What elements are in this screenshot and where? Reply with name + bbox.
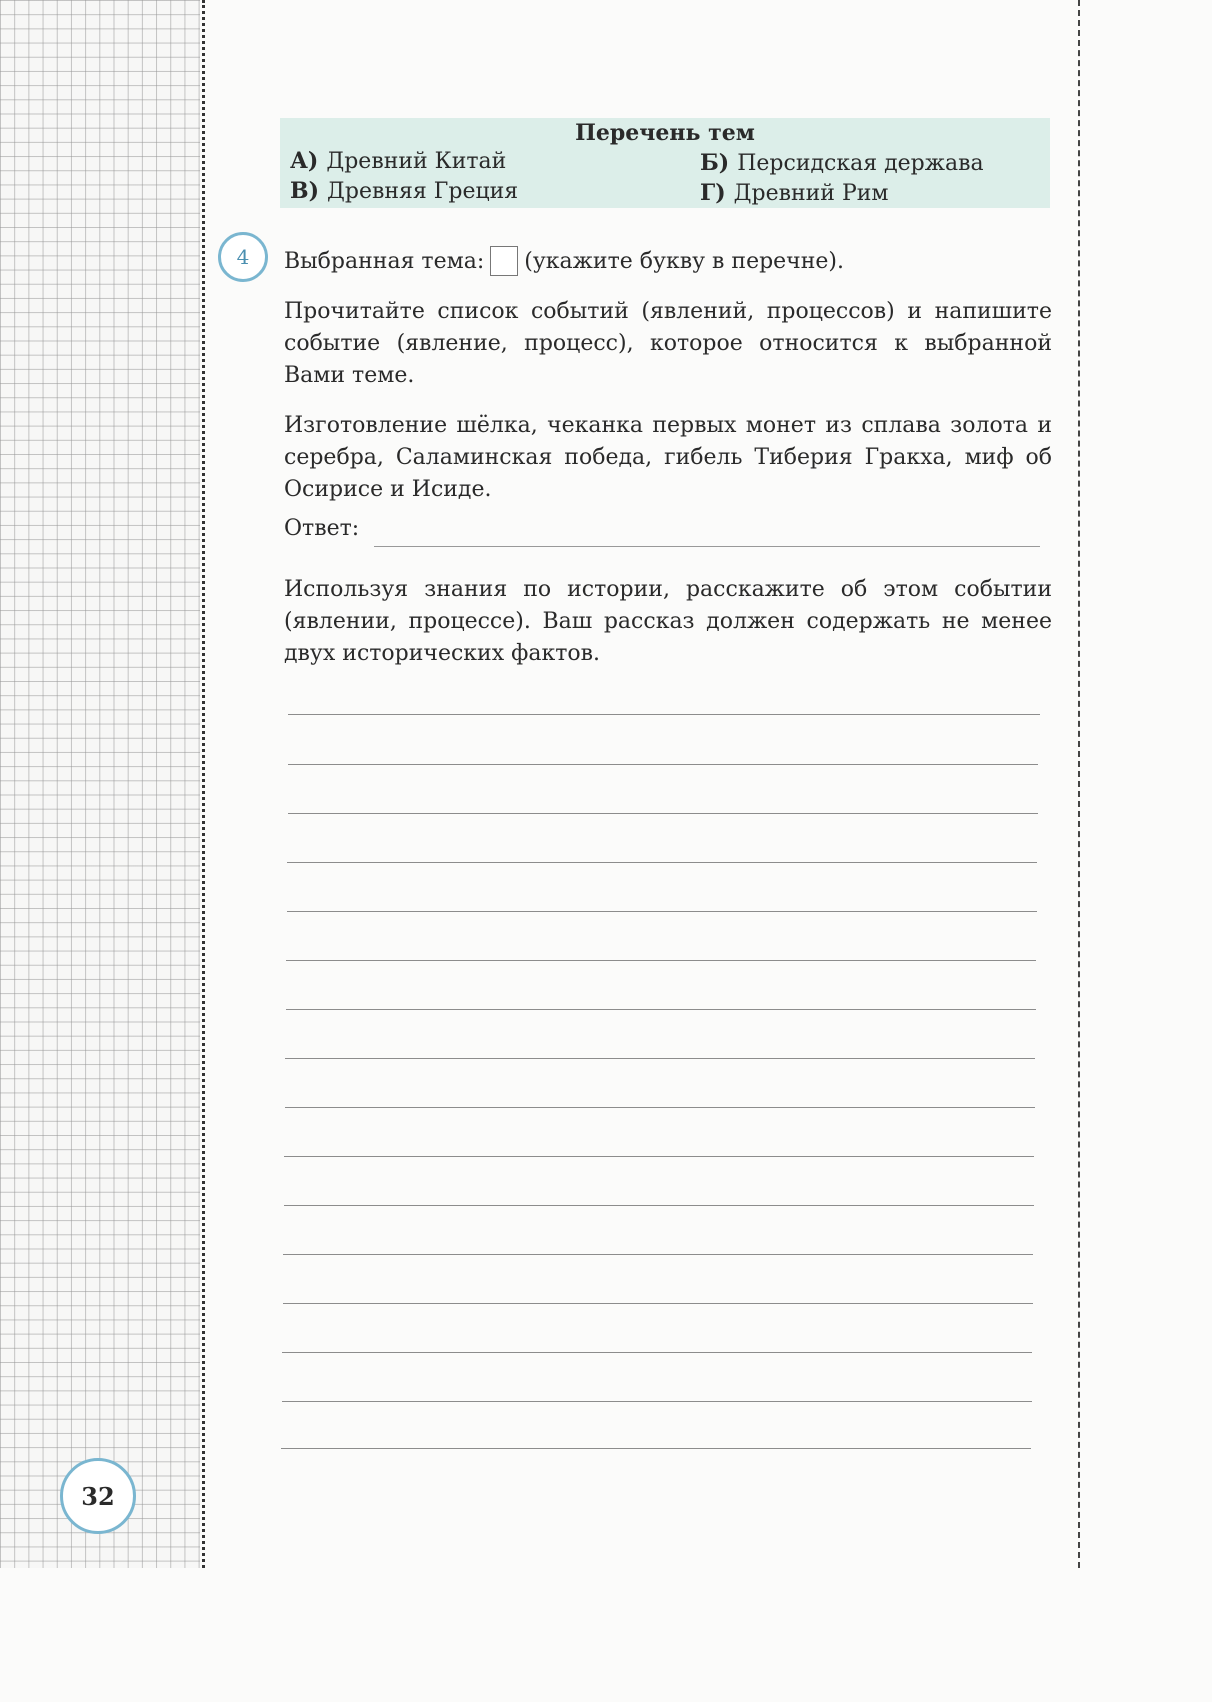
theme-list-box [280,118,1050,208]
theme-item-b [700,150,984,176]
theme-item-g [700,180,889,206]
writing-line[interactable] [283,1254,1033,1255]
theme-item-text: Древний Китай [326,149,507,174]
writing-line[interactable] [282,1352,1032,1353]
writing-line[interactable] [288,714,1040,715]
writing-line[interactable] [284,1156,1034,1157]
margin-grid [0,0,200,1568]
theme-item-letter: Г) [700,180,726,206]
chosen-theme-label: Выбранная тема: [284,248,485,274]
theme-list-title: Перечень тем [575,120,755,146]
chosen-theme-line [284,246,844,276]
task-instruction: Прочитайте список событий (явлений, процессов) и напишите событие (явление, процесс), которое относится к выбранной Вами теме. [284,299,1052,388]
story-prompt: Используя знания по истории, расскажите об этом событии (явлении, процессе). Ваш рассказ должен содержать не менее двух исторических фактов. [284,577,1052,666]
theme-item-letter: А) [290,148,319,174]
writing-line[interactable] [283,1303,1033,1304]
chosen-theme-hint: (укажите букву в перечне). [524,248,844,274]
writing-line[interactable] [285,1058,1035,1059]
theme-item-text: Древняя Греция [327,179,519,204]
theme-item-v [290,178,518,204]
writing-line[interactable] [285,1107,1035,1108]
writing-line[interactable] [288,813,1038,814]
writing-line[interactable] [286,960,1036,961]
theme-item-a [290,148,506,174]
writing-line[interactable] [288,764,1038,765]
events-list: Изготовление шёлка, чеканка первых монет из сплава золота и серебра, Саламинская победа, гибель Тиберия Гракха, миф об Осирисе и Исиде. [284,413,1052,502]
theme-item-text: Древний Рим [733,181,889,206]
theme-item-text: Персидская держава [737,151,984,176]
writing-line[interactable] [287,862,1037,863]
writing-line[interactable] [281,1448,1031,1449]
theme-item-letter: В) [290,178,320,204]
chosen-theme-answer-box[interactable] [490,246,518,276]
task-number: 4 [218,232,268,282]
page-number: 32 [60,1458,136,1534]
writing-line[interactable] [287,911,1037,912]
theme-item-letter: Б) [700,150,730,176]
writing-line[interactable] [282,1401,1032,1402]
writing-line[interactable] [286,1009,1036,1010]
margin-dotted-line [202,0,205,1568]
answer-field[interactable] [374,546,1040,547]
answer-label: Ответ: [284,516,360,541]
cut-dashed-line [1078,0,1080,1568]
writing-line[interactable] [284,1205,1034,1206]
